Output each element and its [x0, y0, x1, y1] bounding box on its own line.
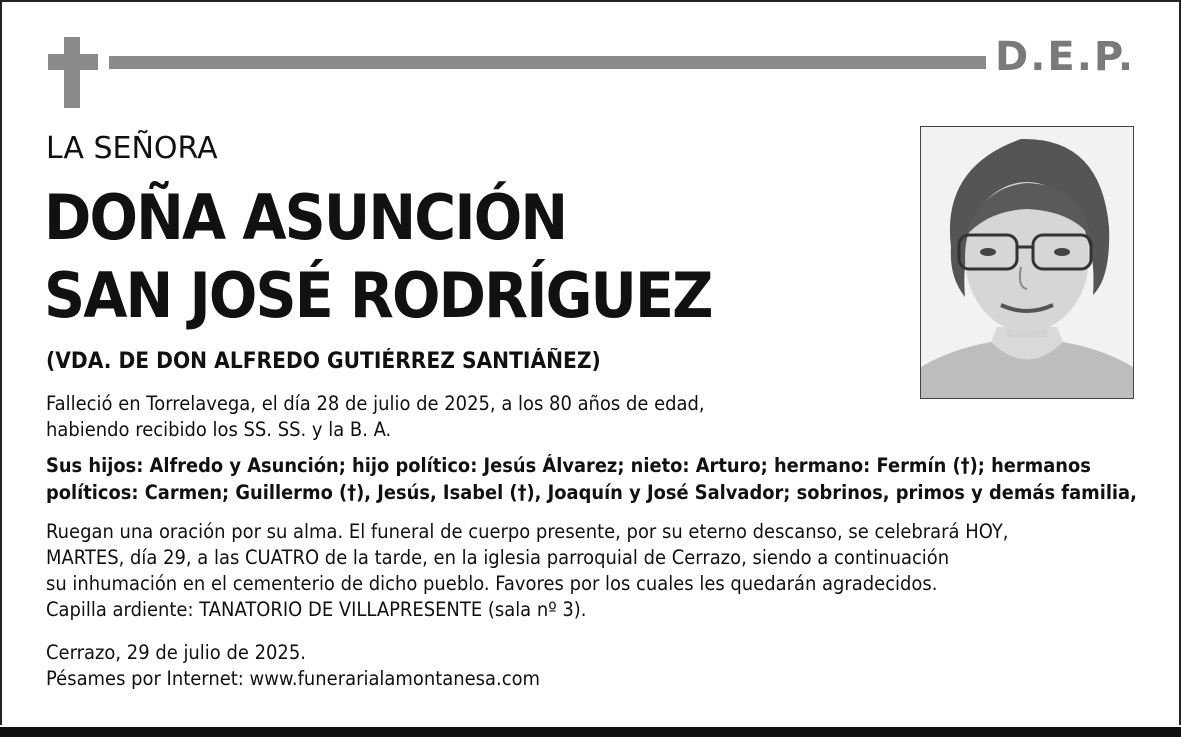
- place-date: Cerrazo, 29 de julio de 2025.: [46, 641, 306, 664]
- death-notice-line: Falleció en Torrelavega, el día 28 de julio de 2025, a los 80 años de edad,: [46, 392, 705, 415]
- portrait-photo: [920, 126, 1134, 399]
- family-line: políticos: Carmen; Guillermo (†), Jesús, Isabel (†), Joaquín y José Salvador; sobrinos, primos y demás familia,: [46, 481, 1137, 504]
- funeral-line: su inhumación en el cementerio de dicho pueblo. Favores por los cuales les quedarán agradecidos.: [46, 572, 938, 595]
- honorific: LA SEÑORA: [46, 131, 218, 166]
- family-list: [46, 452, 1137, 506]
- funeral-line: Ruegan una oración por su alma. El funeral de cuerpo presente, por su eterno descanso, se celebrará HOY,: [46, 520, 1009, 543]
- footer: [46, 640, 540, 692]
- cross-icon: [64, 37, 80, 108]
- deceased-name-line-2: SAN JOSÉ RODRÍGUEZ: [44, 259, 712, 332]
- death-notice: [46, 391, 705, 443]
- cross-icon-arm: [48, 54, 98, 70]
- header-rule: [109, 56, 986, 69]
- widow-of: (VDA. DE DON ALFREDO GUTIÉRREZ SANTIÁÑEZ): [46, 349, 601, 374]
- family-line: Sus hijos: Alfredo y Asunción; hijo político: Jesús Álvarez; nieto: Arturo; hermano: Fermín (†); hermanos: [46, 454, 1091, 477]
- funeral-line: Capilla ardiente: TANATORIO DE VILLAPRESENTE (sala nº 3).: [46, 598, 587, 621]
- funeral-info: [46, 519, 1009, 623]
- dep-label: D.E.P.: [995, 34, 1136, 80]
- death-notice-line: habiendo recibido los SS. SS. y la B. A.: [46, 418, 392, 441]
- deceased-name-line-1: DOÑA ASUNCIÓN: [44, 181, 567, 254]
- funeral-line: MARTES, día 29, a las CUATRO de la tarde, en la iglesia parroquial de Cerrazo, siendo a continuación: [46, 546, 950, 569]
- bottom-bar: [0, 727, 1181, 737]
- condolences-link: Pésames por Internet: www.funerarialamontanesa.com: [46, 667, 541, 690]
- portrait-icon: [921, 127, 1133, 398]
